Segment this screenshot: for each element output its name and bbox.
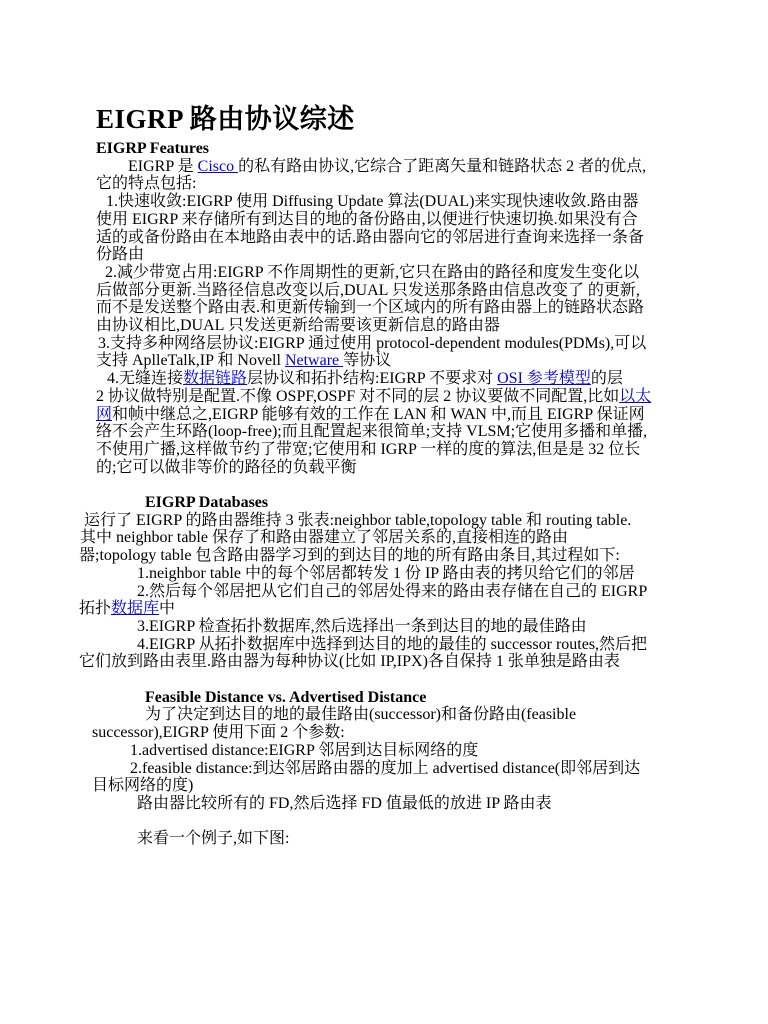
text-run: 它们放到路由表里.路由器为每种协议(比如 IP,IPX)各自保持 1 张单独是路由表: [79, 653, 620, 671]
text-line: [130, 760, 640, 778]
text-line: [137, 618, 587, 636]
text-run: 不使用广播,这样做节约了带宽;它使用和 IGRP 一样的度的算法,但是是 32 位长: [96, 440, 641, 458]
text-run: 支持 AplleTalk,IP 和 Novell: [96, 352, 285, 370]
text-line: [137, 795, 552, 813]
text-line: [137, 830, 289, 848]
hyperlink[interactable]: 数据库: [111, 600, 160, 618]
text-run: successor),EIGRP 使用下面 2 个参数:: [92, 724, 345, 742]
text-run: 2.减少带宽占用:EIGRP 不作周期性的更新,它只在路由的路径和度发生变化以: [105, 263, 640, 281]
text-run: 2 协议做特别是配置.不像 OSPF,OSPF 对不同的层 2 协议要做不同配置,比如: [96, 387, 620, 405]
hyperlink[interactable]: 数据链路: [183, 370, 248, 388]
text-run: 其中 neighbor table 保存了和路由器建立了邻居关系的,直接相连的路由: [80, 529, 568, 547]
text-line: [92, 724, 345, 742]
text-line: [79, 600, 175, 618]
text-run: 它的特点包括:: [96, 175, 197, 193]
text-line: [96, 388, 651, 406]
text-run: 由协议相比,DUAL 只发送更新给需要该更新信息的路由器: [96, 317, 500, 334]
text-run: 的;它可以做非等价的路径的负载平衡: [96, 458, 357, 476]
text-run: Feasible Distance vs. Advertised Distance: [145, 688, 427, 706]
text-run: 1.advertised distance:EIGRP 邻居到达目标网络的度: [130, 741, 479, 759]
text-line: [79, 547, 620, 565]
hyperlink[interactable]: Cisco: [197, 157, 239, 175]
text-run: 4.EIGRP 从拓扑数据库中选择到达目的地的最佳的 successor routes,然后把: [137, 635, 648, 653]
text-run: 等协议: [343, 352, 392, 370]
text-line: [145, 706, 576, 724]
text-run: EIGRP Features: [96, 140, 210, 157]
text-line: [128, 158, 646, 176]
text-run: 3.支持多种网络层协议:EIGRP 通过使用 protocol-dependent modules(PDMs),可以: [98, 334, 647, 352]
text-run: 适的或备份路由在本地路由表中的话.路由器向它的邻居进行查询来选择一条备: [96, 228, 645, 246]
text-line: [137, 583, 647, 601]
hyperlink[interactable]: Netware: [284, 352, 344, 370]
text-line: [130, 742, 478, 760]
text-run: 运行了 EIGRP 的路由器维持 3 张表:neighbor table,topology table 和 routing table.: [84, 511, 632, 529]
hyperlink[interactable]: OSI 参考模型: [497, 370, 591, 388]
text-run: 份路由: [96, 246, 145, 264]
text-run: 器;topology table 包含路由器学习到的到达目的地的所有路由条目,其过程如下:: [79, 547, 620, 565]
hyperlink[interactable]: 网: [96, 405, 113, 423]
text-line: [96, 299, 644, 317]
text-line: [96, 246, 144, 264]
text-run: 2.feasible distance:到达邻居路由器的度加上 advertised distance(即邻居到达: [130, 759, 641, 777]
text-line: [84, 512, 631, 530]
text-line: [96, 229, 644, 247]
text-line: [106, 193, 638, 211]
text-run: 路由器比较所有的 FD,然后选择 FD 值最低的放进 IP 路由表: [137, 794, 552, 812]
text-run: 1.neighbor table 中的每个邻居都转发 1 份 IP 路由表的拷贝给它们的邻居: [137, 564, 635, 582]
text-line: [137, 565, 635, 583]
text-run: 而不是发送整个路由表.和更新传输到一个区域内的所有路由器上的链路状态路: [96, 299, 645, 317]
text-line: [96, 317, 500, 335]
text-line: [96, 406, 645, 424]
text-line: [96, 441, 640, 459]
text-run: EIGRP 是: [128, 157, 198, 175]
text-run: 层协议和拓扑结构:EIGRP 不要求对: [247, 370, 498, 388]
text-run: 4.无缝连接: [107, 370, 184, 388]
text-run: 使用 EIGRP 来存储所有到达目的地的备份路由,以便进行快速切换.如果没有合: [96, 210, 638, 228]
text-run: 来看一个例子,如下图:: [137, 830, 290, 848]
text-line: [96, 352, 391, 370]
text-line: [80, 529, 568, 547]
text-run: 2.然后每个邻居把从它们自己的邻居处得来的路由表存储在自己的 EIGRP: [137, 582, 648, 600]
text-run: 3.EIGRP 检查拓扑数据库,然后选择出一条到达目的地的最佳路由: [137, 617, 587, 635]
text-run: 为了决定到达目的地的最佳路由(successor)和备份路由(feasible: [145, 706, 577, 724]
text-run: 络不会产生环路(loop-free);而且配置起来很简单;支持 VLSM;它使用多播和单播,: [96, 423, 648, 441]
text-run: 后做部分更新.当路径信息改变以后,DUAL 只发送那条路由信息改变了 的更新,: [96, 281, 640, 299]
text-line: [96, 282, 640, 300]
text-line: [107, 370, 623, 388]
text-run: 中: [159, 600, 176, 618]
text-line: [96, 175, 196, 193]
text-run: 和帧中继总之,EIGRP 能够有效的工作在 LAN 和 WAN 中,而且 EIGRP 保证网: [112, 405, 645, 423]
text-line: [98, 335, 646, 353]
text-line: [79, 653, 620, 671]
document-title: EIGRP 路由协议综述: [96, 104, 355, 135]
hyperlink[interactable]: 以太: [619, 387, 652, 405]
text-run: 目标网络的度): [92, 777, 194, 795]
text-line: [96, 459, 356, 477]
text-run: 1.快速收敛:EIGRP 使用 Diffusing Update 算法(DUAL)来实现快速收敛.路由器: [106, 193, 639, 211]
text-run: 的层: [590, 370, 623, 388]
text-line: [137, 636, 647, 654]
text-line: [105, 264, 639, 282]
section-heading: [145, 494, 268, 512]
section-heading: [96, 140, 209, 158]
section-heading: [145, 689, 426, 707]
text-line: [96, 211, 638, 229]
text-run: 的私有路由协议,它综合了距离矢量和链路状态 2 者的优点,: [238, 157, 647, 175]
text-line: [96, 423, 647, 441]
text-run: 拓扑: [79, 600, 112, 618]
text-run: EIGRP Databases: [145, 494, 269, 511]
text-line: [92, 777, 193, 795]
